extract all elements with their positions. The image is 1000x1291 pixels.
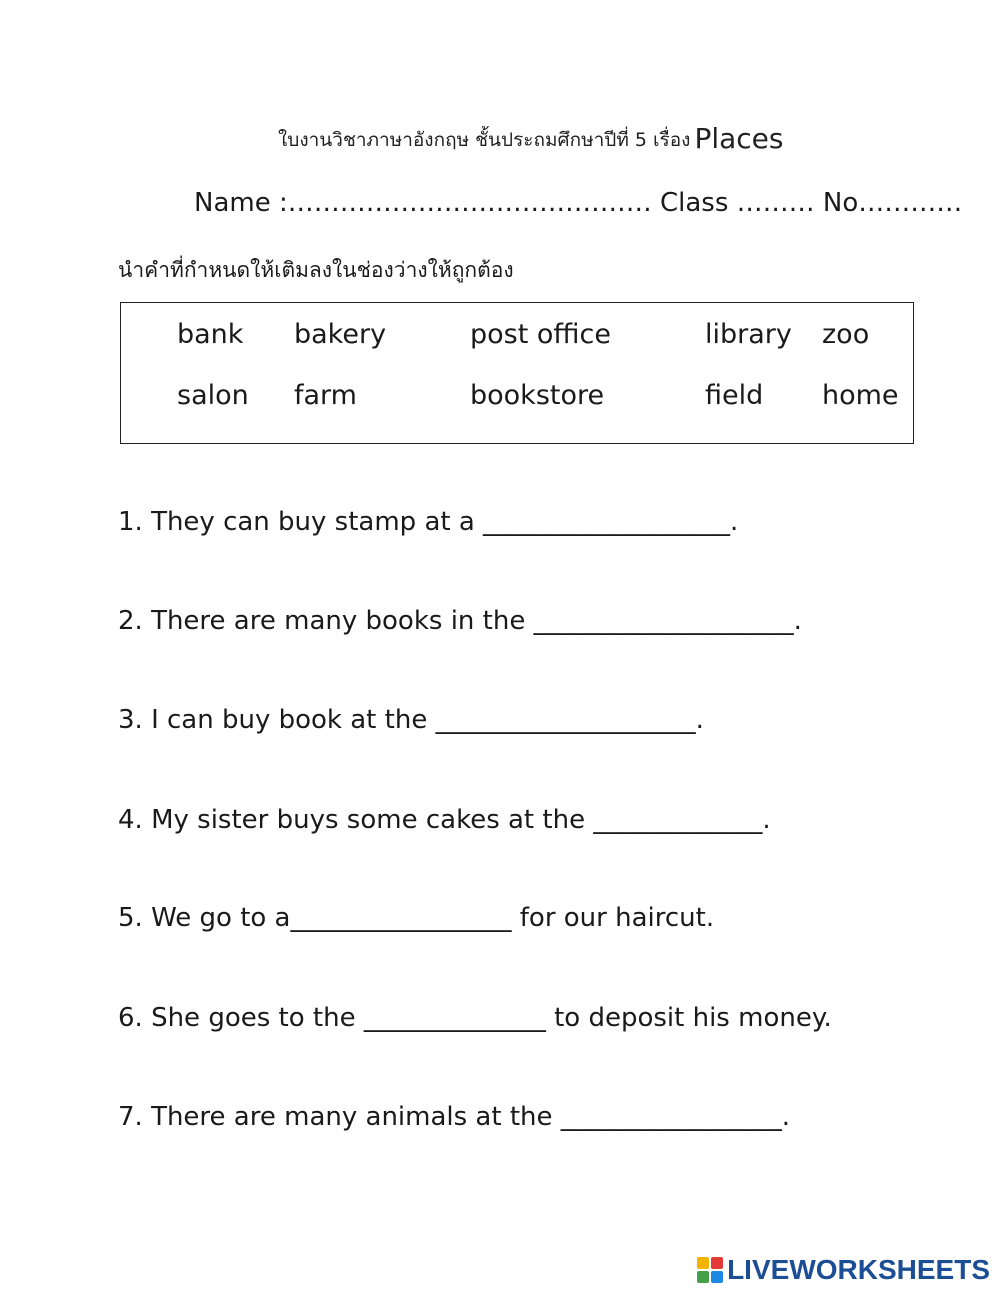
instruction-text: นำคำที่กำหนดให้เติมลงในช่องว่างให้ถูกต้อง <box>118 258 514 282</box>
word-bank-item: bakery <box>294 319 387 350</box>
word-bank-item: farm <box>294 380 357 411</box>
question-7[interactable]: 7. There are many animals at the _________________. <box>118 1102 791 1132</box>
word-bank-box <box>120 302 914 444</box>
liveworksheets-brand <box>697 1254 990 1286</box>
word-bank-item: library <box>705 319 792 350</box>
word-bank-item: bank <box>177 319 244 350</box>
question-6[interactable]: 6. She goes to the ______________ to deposit his money. <box>118 1003 832 1033</box>
worksheet-title <box>278 122 783 155</box>
word-bank-item: post office <box>470 319 611 350</box>
word-bank-item: field <box>705 380 764 411</box>
brand-text: LIVEWORKSHEETS <box>727 1254 990 1285</box>
liveworksheets-logo-icon <box>697 1257 723 1283</box>
question-3[interactable]: 3. I can buy book at the ____________________. <box>118 705 704 735</box>
question-1[interactable]: 1. They can buy stamp at a ___________________. <box>118 507 739 537</box>
name-class-no-line: Name :…………………………………… Class ……… No………… <box>194 188 963 218</box>
word-bank-item: home <box>822 380 899 411</box>
word-bank-item: bookstore <box>470 380 605 411</box>
word-bank-item: zoo <box>822 319 870 350</box>
title-topic: Places <box>694 122 784 155</box>
question-4[interactable]: 4. My sister buys some cakes at the _____________. <box>118 805 771 835</box>
question-2[interactable]: 2. There are many books in the ____________________. <box>118 606 802 636</box>
question-5[interactable]: 5. We go to a_________________ for our haircut. <box>118 903 715 933</box>
word-bank-item: salon <box>177 380 249 411</box>
title-thai: ใบงานวิชาภาษาอังกฤษ ชั้นประถมศึกษาปีที่ 5 เรื่อง <box>278 129 691 151</box>
